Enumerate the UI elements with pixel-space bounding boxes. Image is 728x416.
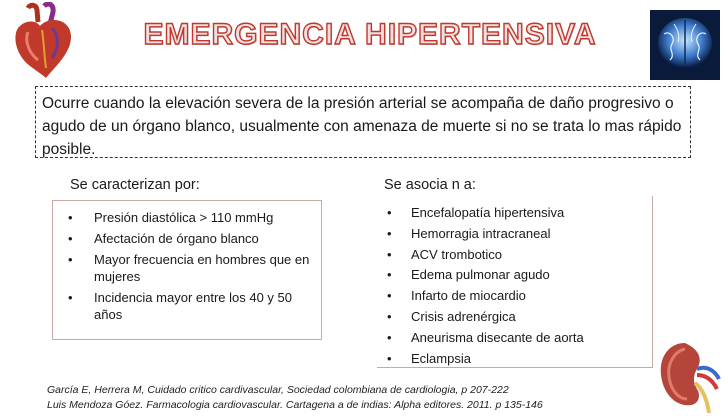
- associations-list: [385, 203, 650, 369]
- bullet-icon: •: [387, 205, 392, 220]
- bullet-icon: •: [68, 290, 73, 305]
- list-item: • Infarto de miocardio: [385, 286, 650, 307]
- associations-heading: Se asocia n a:: [384, 177, 476, 193]
- bullet-icon: •: [387, 329, 392, 345]
- bullet-icon: •: [387, 225, 392, 241]
- list-item: • Hemorragia intracraneal: [385, 224, 650, 245]
- citation-line: Luis Mendoza Góez. Farmacologia cardiovascular. Cartagena a de indias: Alpha editores. 2011. p 135-146: [47, 399, 543, 411]
- brain-illustration: [650, 10, 720, 80]
- page-title: EMERGENCIA HIPERTENSIVA: [143, 18, 597, 51]
- heart-illustration: [8, 2, 78, 80]
- citations: [47, 383, 667, 413]
- bullet-icon: •: [68, 231, 73, 246]
- bullet-icon: •: [68, 210, 73, 225]
- list-item: • Afectación de órgano blanco: [68, 231, 259, 246]
- characteristics-heading: Se caracterizan por:: [70, 177, 200, 193]
- list-item: • Encefalopatía hipertensiva: [385, 203, 650, 224]
- list-item: • Presión diastólica > 110 mmHg: [68, 210, 274, 225]
- list-item: • Aneurisma disecante de aorta: [385, 328, 650, 349]
- list-item: • Edema pulmonar agudo: [385, 265, 650, 286]
- bullet-icon: •: [387, 288, 392, 304]
- citation-line: García E, Herrera M, Cuidado critico cardivascular, Sociedad colombiana de cardiologia, p 207-222: [47, 384, 509, 396]
- definition-text: Ocurre cuando la elevación severa de la presión arterial se acompaña de daño progresivo o agudo de un órgano blanco, usualmente con amenaza de muerte si no se trata lo mas rápido posible.: [42, 95, 682, 158]
- bullet-icon: •: [68, 252, 73, 267]
- bullet-icon: •: [387, 350, 392, 366]
- bullet-icon: •: [387, 267, 392, 283]
- list-item: • ACV trombotico: [385, 245, 650, 266]
- characteristics-list: [66, 209, 311, 327]
- list-item: • Crisis adrenérgica: [385, 307, 650, 328]
- list-item: • Mayor frecuencia en hombres que en mujeres: [68, 252, 310, 284]
- list-item: • Incidencia mayor entre los 40 y 50 años: [68, 290, 292, 322]
- bullet-icon: •: [387, 246, 392, 262]
- list-item: • Eclampsia: [385, 349, 650, 370]
- bullet-icon: •: [387, 308, 392, 324]
